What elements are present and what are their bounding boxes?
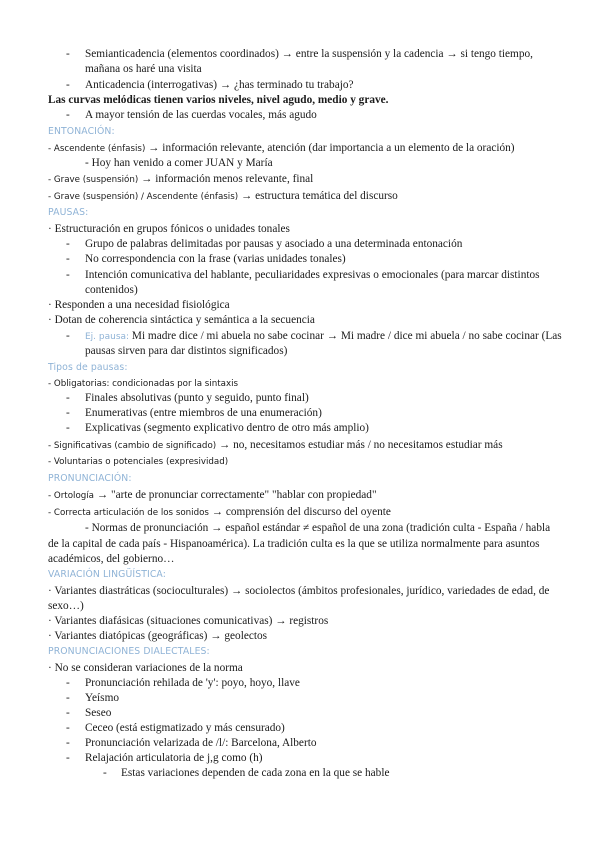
category-label: - Obligatorias: condicionadas por la sintaxis (48, 379, 239, 389)
category-label: - Ortología (48, 491, 95, 501)
text-line (48, 438, 552, 453)
text-line: · Dotan de coherencia sintáctica y semántica a la secuencia (48, 314, 315, 326)
section-heading-pausas: PAUSAS: (48, 207, 89, 218)
dash-bullet: - (66, 737, 70, 749)
line-text: → no, necesitamos estudiar más / no necesitamos estudiar más (216, 439, 503, 451)
text-line: Estas variaciones dependen de cada zona en la que se hable (121, 767, 390, 779)
text-line: Finales absolutivas (punto y seguido, punto final) (85, 392, 309, 404)
text-line: Ceceo (está estigmatizado y más censurado) (85, 722, 285, 734)
category-label: - Ascendente (énfasis) (48, 144, 146, 154)
line-text: → información menos relevante, final (138, 173, 314, 185)
text-line: sexo…) (48, 600, 84, 612)
text-line: · Responden a una necesidad fisiológica (48, 299, 230, 311)
text-line: pausas sirven para dar distintos significados) (85, 345, 288, 357)
text-line: · No se consideran variaciones de la norma (48, 662, 243, 674)
text-line (48, 189, 552, 204)
line-text: → comprensión del discurso del oyente (208, 506, 391, 518)
text-line: Intención comunicativa del hablante, peculiaridades expresivas o emocionales (para marcar distintos (85, 269, 540, 281)
line-text: → "arte de pronunciar correctamente" "hablar con propiedad" (94, 489, 377, 501)
dash-bullet: - (66, 722, 70, 734)
dash-bullet: - (66, 752, 70, 764)
text-line: A mayor tensión de las cuerdas vocales, más agudo (85, 109, 317, 121)
section-heading-pronunciaciones-dialectales: PRONUNCIACIONES DIALECTALES: (48, 646, 210, 657)
text-line (85, 329, 562, 344)
text-line: Yeísmo (85, 692, 120, 704)
category-label: - Significativas (cambio de significado) (48, 441, 217, 451)
text-line: académicos, del gobierno… (48, 553, 175, 565)
dash-bullet: - (66, 677, 70, 689)
dash-bullet: - (66, 422, 70, 434)
text-line (48, 488, 552, 503)
text-line: Semianticadencia (elementos coordinados) → entre la suspensión y la cadencia → si tengo tiempo, (85, 48, 533, 60)
subheading-tipos-pausas: Tipos de pausas: (48, 362, 128, 373)
category-label: - Voluntarias o potenciales (expresividad) (48, 457, 229, 467)
text-line: · Estructuración en grupos fónicos o unidades tonales (48, 223, 290, 235)
category-label: - Correcta articulación de los sonidos (48, 508, 209, 518)
text-line: No correspondencia con la frase (varias unidades tonales) (85, 253, 346, 265)
text-line: Anticadencia (interrogativas) → ¿has terminado tu trabajo? (85, 79, 354, 91)
dash-bullet: - (66, 707, 70, 719)
dash-bullet: - (66, 392, 70, 404)
text-line: · Variantes diastráticas (socioculturales) → sociolectos (ámbitos profesionales, jurídico, variedades de edad, de (48, 585, 550, 597)
dash-bullet: - (103, 767, 107, 779)
dash-bullet: - (66, 253, 70, 265)
text-line: · Variantes diatópicas (geográficas) → geolectos (48, 630, 268, 642)
text-line: · Variantes diafásicas (situaciones comunicativas) → registros (48, 615, 329, 627)
category-label: - Grave (suspensión) / Ascendente (énfasis) (48, 192, 239, 202)
line-text: → estructura temática del discurso (238, 190, 398, 202)
text-line: Enumerativas (entre miembros de una enumeración) (85, 407, 322, 419)
text-line: Explicativas (segmento explicativo dentro de otro más amplio) (85, 422, 369, 434)
dash-bullet: - (66, 269, 70, 281)
text-line: contenidos) (85, 284, 138, 296)
text-line: Seseo (85, 707, 112, 719)
dash-bullet: - (66, 238, 70, 250)
text-line (48, 141, 552, 156)
section-heading-entonacion: ENTONACIÓN: (48, 126, 115, 137)
dash-bullet: - (66, 48, 70, 60)
dash-bullet: - (66, 109, 70, 121)
text-line: Relajación articulatoria de j,g como (h) (85, 752, 263, 764)
category-label: - Grave (suspensión) (48, 175, 139, 185)
section-heading-pronunciacion: PRONUNCIACIÓN: (48, 473, 132, 484)
dash-bullet: - (66, 407, 70, 419)
text-line (48, 172, 552, 187)
text-line: Grupo de palabras delimitadas por pausas y asociado a una determinada entonación (85, 238, 463, 250)
example-line: - Hoy han venido a comer JUAN y María (85, 157, 273, 169)
dash-bullet: - (66, 692, 70, 704)
text-line (48, 505, 552, 520)
text-line: Pronunciación rehilada de 'y': poyo, hoyo, llave (85, 677, 300, 689)
line-text: → información relevante, atención (dar importancia a un elemento de la oración) (145, 142, 515, 154)
example-label: Ej. pausa: (85, 332, 130, 342)
text-line: mañana os haré una visita (85, 63, 202, 75)
dash-bullet: - (66, 79, 70, 91)
dash-bullet: - (66, 330, 70, 342)
bold-statement: Las curvas melódicas tienen varios niveles, nivel agudo, medio y grave. (48, 94, 389, 106)
text-line: - Normas de pronunciación → español estándar ≠ español de una zona (tradición culta - España / habla (85, 522, 551, 534)
line-text: Mi madre dice / mi abuela no sabe cocinar → Mi madre / dice mi abuela / no sabe cocinar (Las (129, 330, 562, 342)
text-line: Pronunciación velarizada de /l/: Barcelona, Alberto (85, 737, 317, 749)
section-heading-variacion: VARIACIÓN LINGÜÍSTICA: (48, 569, 166, 580)
text-line: de la capital de cada país - Hispanoamérica). La tradición culta es la que se utiliza normalmente para asuntos (48, 538, 540, 550)
